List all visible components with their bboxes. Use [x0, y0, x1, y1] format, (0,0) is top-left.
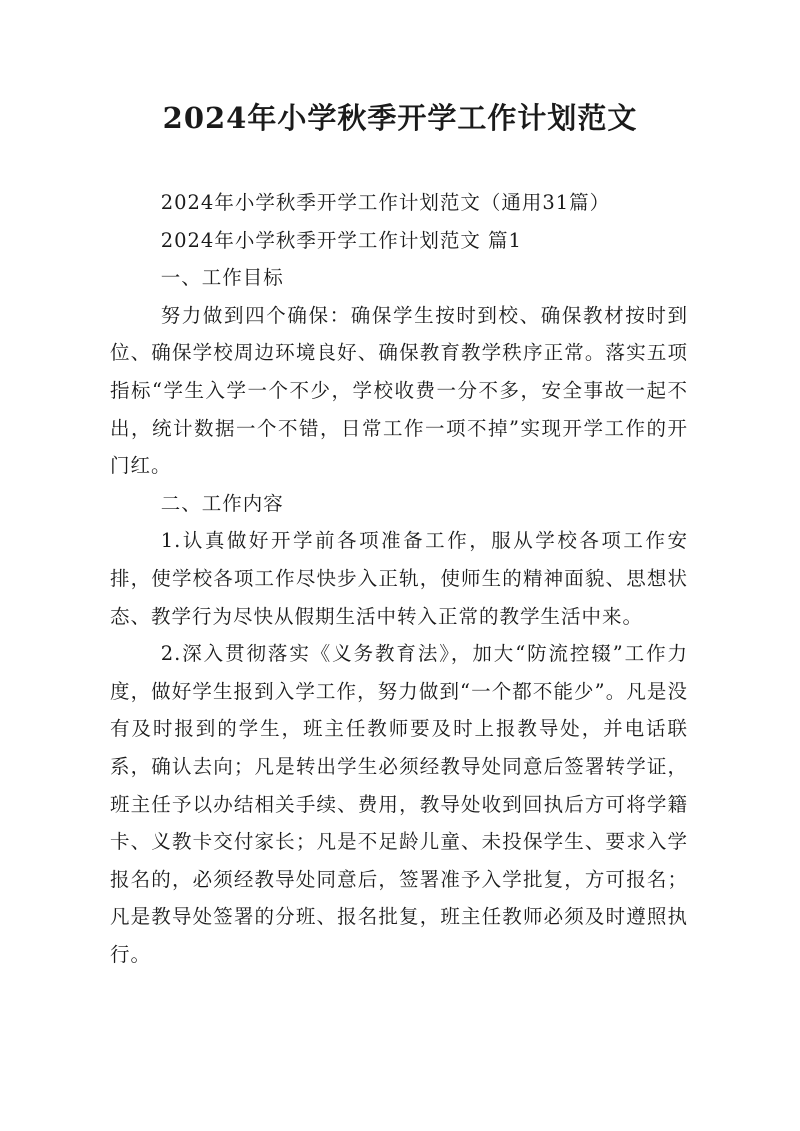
document-subtitle: 2024年小学秋季开学工作计划范文（通用31篇）	[160, 191, 611, 214]
paragraph-item-1: 1.认真做好开学前各项准备工作，服从学校各项工作安排，使学校各项工作尽快步入正轨，使师生的精神面貌、思想状态、教学行为尽快从假期生活中转入正常的教学生活中来。	[110, 529, 688, 628]
paragraph-goals: 努力做到四个确保：确保学生按时到校、确保教材按时到位、确保学校周边环境良好、确保教育教学秩序正常。落实五项指标“学生入学一个不少，学校收费一分不多，安全事故一起不出，统计数据一个不错，日常工作一项不掉”实现开学工作的开门红。	[110, 303, 688, 478]
heading-work-content: 二、工作内容	[160, 491, 284, 515]
paragraph-item-2: 2.深入贯彻落实《义务教育法》，加大“防流控辍”工作力度，做好学生报到入学工作，努力做到“一个都不能少”。凡是没有及时报到的学生，班主任教师要及时上报教导处，并电话联系，确认去向；凡是转出学生必须经教导处同意后签署转学证，班主任予以办结相关手续、费用，教导处收到回执后方可将学籍卡、义教卡交付家长；凡是不足龄儿童、未投保学生、要求入学报名的，必须经教导处同意后，签署准予入学批复，方可报名；凡是教导处签署的分班、报名批复，班主任教师必须及时遵照执行。	[110, 642, 688, 966]
document-body	[110, 184, 688, 973]
document-title: 2024年小学秋季开学工作计划范文	[162, 101, 638, 135]
section-heading: 2024年小学秋季开学工作计划范文 篇1	[160, 228, 522, 252]
heading-work-goals: 一、工作目标	[160, 266, 284, 290]
